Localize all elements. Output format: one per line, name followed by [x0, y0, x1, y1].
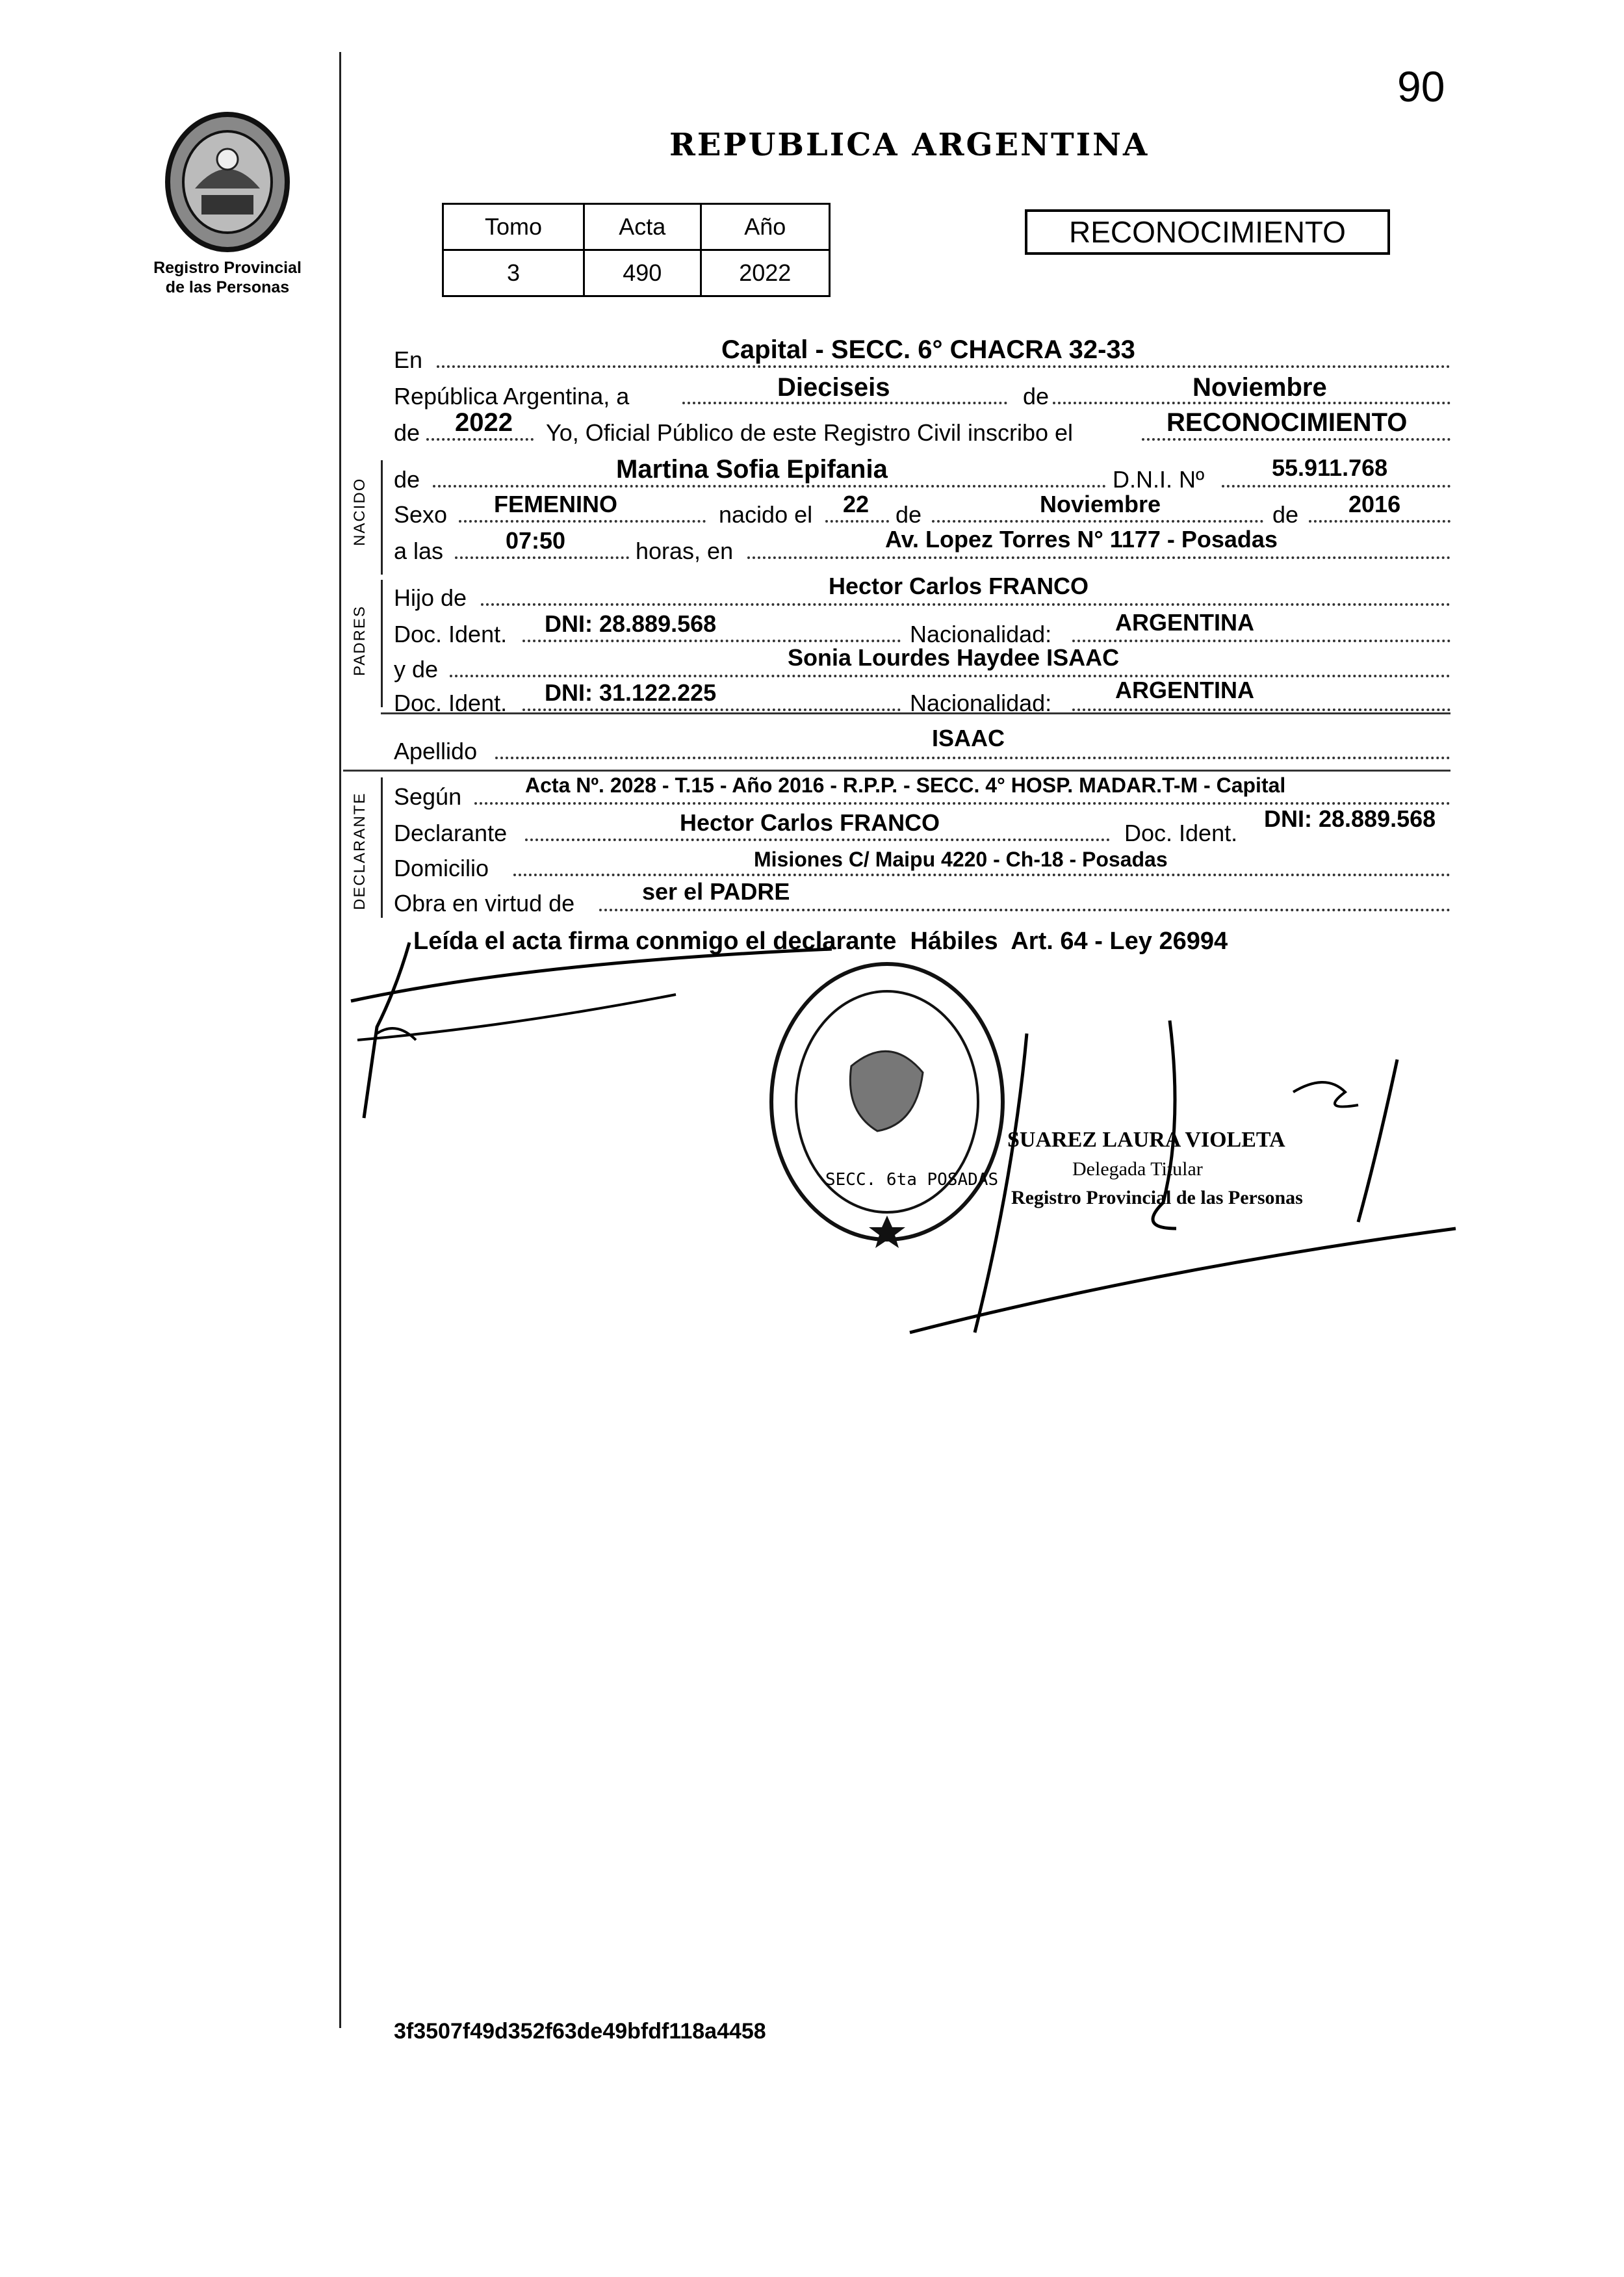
- nac-dia-value: 22: [843, 491, 870, 517]
- obra-label: Obra en virtud de: [394, 890, 575, 917]
- dni-label: D.N.I. Nº: [1113, 466, 1205, 493]
- nac-mes-dotline: [932, 520, 1263, 523]
- province-logo: [156, 111, 299, 254]
- de-label-2: de: [394, 419, 420, 446]
- anio-value: 2022: [455, 408, 513, 437]
- madre-doc-value: DNI: 31.122.225: [545, 679, 717, 706]
- record-table: [442, 203, 831, 297]
- padre-dotline: [481, 603, 1450, 606]
- nombre-dotline: [433, 485, 1106, 488]
- dia-dotline: [682, 402, 1007, 404]
- lugar-value: Av. Lopez Torres N° 1177 - Posadas: [885, 526, 1278, 553]
- nombre-value: Martina Sofia Epifania: [616, 455, 888, 484]
- inscribo-dotline: [1142, 438, 1450, 441]
- madre-doc-dotline: [522, 709, 901, 711]
- anio-header: Año: [701, 204, 829, 250]
- domicilio-label: Domicilio: [394, 855, 489, 881]
- sexo-value: FEMENINO: [494, 491, 618, 517]
- padre-doc-label: Doc. Ident.: [394, 621, 508, 647]
- declarante-section-label: DECLARANTE: [351, 792, 368, 910]
- anio-dotline: [426, 438, 534, 441]
- declarante-dotline: [525, 839, 1110, 841]
- declarante-value: Hector Carlos FRANCO: [680, 809, 940, 836]
- padres-rule: [381, 712, 1450, 714]
- apellido-label: Apellido: [394, 738, 478, 764]
- nac-anio-value: 2016: [1348, 491, 1401, 517]
- dni-dotline: [1222, 485, 1450, 488]
- apellido-value: ISAAC: [932, 725, 1005, 751]
- mes-dotline: [1053, 402, 1450, 404]
- padre-doc-dotline: [522, 640, 901, 642]
- dni-value: 55.911.768: [1272, 454, 1388, 481]
- nacido-bracket: [381, 460, 383, 575]
- obra-value: ser el PADRE: [642, 878, 790, 905]
- en-label: En: [394, 346, 423, 373]
- tomo-header: Tomo: [443, 204, 584, 250]
- apellido-rule: [343, 770, 1450, 772]
- padre-nac-value: ARGENTINA: [1115, 609, 1254, 636]
- nacido-section-label: NACIDO: [351, 477, 368, 546]
- nacido-el-label: nacido el: [719, 501, 813, 528]
- horas-en-label: horas, en: [636, 538, 734, 564]
- domicilio-value: Misiones C/ Maipu 4220 - Ch-18 - Posadas: [754, 848, 1168, 871]
- segun-label: Según: [394, 783, 462, 810]
- hora-value: 07:50: [506, 527, 566, 554]
- apellido-dotline: [495, 757, 1450, 759]
- madre-value: Sonia Lourdes Haydee ISAAC: [788, 644, 1120, 671]
- domicilio-dotline: [513, 874, 1450, 876]
- yde-label: y de: [394, 656, 439, 683]
- padres-bracket: [381, 580, 383, 707]
- inscribo-label: Yo, Oficial Público de este Registro Civil inscribo el: [546, 419, 1074, 446]
- sexo-dotline: [459, 520, 706, 523]
- anio-value: 2022: [701, 250, 829, 296]
- closing-text: Leída el acta firma conmigo el declarante Hábiles Art. 64 - Ley 26994: [413, 928, 1228, 955]
- logo-caption-1: Registro Provincial: [153, 259, 302, 277]
- nac-dia-dotline: [825, 520, 889, 523]
- inscribo-value: RECONOCIMIENTO: [1166, 408, 1408, 437]
- lugar-dotline: [747, 556, 1450, 559]
- madre-nac-dotline: [1072, 709, 1450, 711]
- nac-mes-value: Noviembre: [1040, 491, 1161, 517]
- mes-value: Noviembre: [1192, 373, 1327, 402]
- madre-doc-label: Doc. Ident.: [394, 690, 508, 716]
- official-office: Registro Provincial de las Personas: [1011, 1187, 1303, 1208]
- official-title: Delegada Titular: [1072, 1158, 1203, 1180]
- declarante-doc-label: Doc. Ident.: [1124, 820, 1238, 846]
- segun-value: Acta Nº. 2028 - T.15 - Año 2016 - R.P.P. - SECC. 4° HOSP. MADAR.T-M - Capital: [525, 774, 1286, 797]
- sexo-label: Sexo: [394, 501, 448, 528]
- declarante-label: Declarante: [394, 820, 508, 846]
- padre-nac-dotline: [1072, 640, 1450, 642]
- seal-inner-text: SECC. 6ta POSADAS: [825, 1170, 999, 1190]
- declarante-bracket: [381, 777, 383, 918]
- en-dotline: [437, 365, 1450, 368]
- padre-doc-value: DNI: 28.889.568: [545, 610, 717, 637]
- padre-value: Hector Carlos FRANCO: [829, 573, 1089, 599]
- document-title: REPUBLICA ARGENTINA: [669, 127, 1150, 163]
- acta-header: Acta: [584, 204, 701, 250]
- record-type-box: RECONOCIMIENTO: [1025, 209, 1390, 255]
- de-label-1: de: [1023, 383, 1050, 410]
- hora-dotline: [455, 556, 629, 559]
- logo-caption-2: de las Personas: [165, 278, 290, 296]
- de-label-3: de: [394, 466, 420, 493]
- declarante-doc-value: DNI: 28.889.568: [1264, 805, 1436, 832]
- obra-dotline: [599, 909, 1450, 911]
- republica-label: República Argentina, a: [394, 383, 630, 410]
- page-number: 90: [1397, 62, 1445, 111]
- hijo-label: Hijo de: [394, 584, 467, 611]
- padre-nac-label: Nacionalidad:: [910, 621, 1052, 647]
- nac-anio-dotline: [1309, 520, 1450, 523]
- acta-value: 490: [584, 250, 701, 296]
- en-value: Capital - SECC. 6° CHACRA 32-33: [721, 335, 1135, 364]
- madre-nac-value: ARGENTINA: [1115, 677, 1254, 703]
- de-label-4: de: [896, 501, 922, 528]
- alas-label: a las: [394, 538, 444, 564]
- official-name: SUAREZ LAURA VIOLETA: [1007, 1128, 1285, 1152]
- dia-value: Dieciseis: [777, 373, 890, 402]
- hash-code: 3f3507f49d352f63de49bfdf118a4458: [394, 2019, 766, 2044]
- padres-section-label: PADRES: [351, 605, 368, 676]
- segun-dotline: [474, 802, 1450, 805]
- madre-nac-label: Nacionalidad:: [910, 690, 1052, 716]
- tomo-value: 3: [443, 250, 584, 296]
- madre-dotline: [450, 675, 1450, 677]
- de-label-5: de: [1272, 501, 1299, 528]
